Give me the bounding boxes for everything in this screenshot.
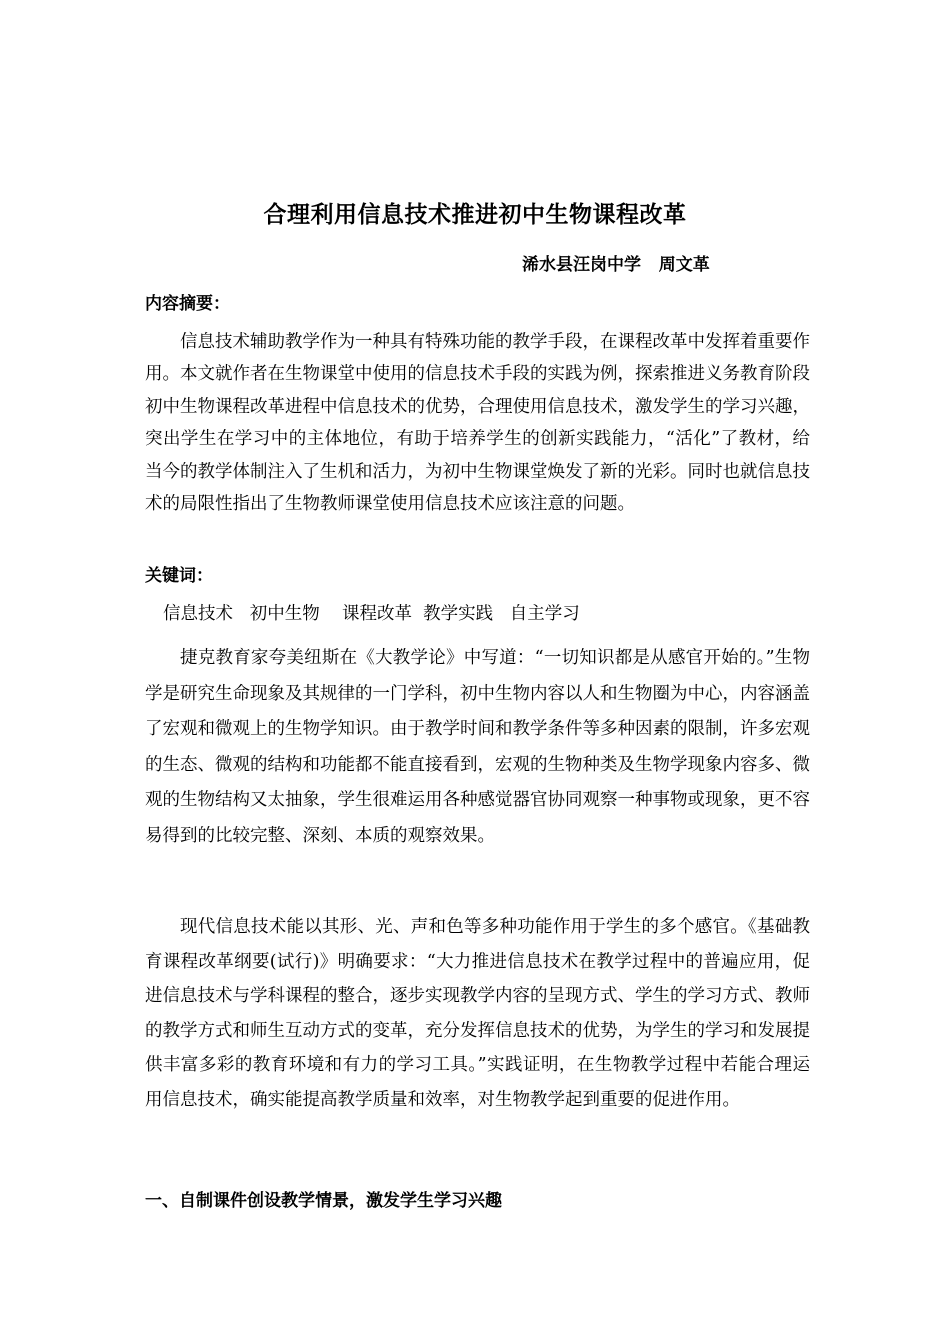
- abstract-paragraph: 信息技术辅助教学作为一种具有特殊功能的教学手段，在课程改革中发挥着重要作用。本文就作者在生物课堂中使用的信息技术手段的实践为例，探索推进义务教育阶段初中生物课程改革进程中信息技术的优势，合理使用信息技术，激发学生的学习兴趣，突出学生在学习中的主体地位，有助于培养学生的创新实践能力，“活化”了教材，给当今的教学体制注入了生机和活力，为初中生物课堂焕发了新的光彩。同时也就信息技术的局限性指出了生物教师课堂使用信息技术应该注意的问题。: [145, 332, 810, 515]
- section-heading-1: 一、自制课件创设教学情景，激发学生学习兴趣: [145, 1191, 502, 1211]
- abstract-label: 内容摘要：: [145, 294, 230, 314]
- keywords-list: 信息技术 初中生物 课程改革 教学实践 自主学习: [163, 604, 580, 624]
- body-paragraph-1: 捷克教育家夸美纽斯在《大教学论》中写道：“一切知识都是从感官开始的。”生物学是研究生命现象及其规律的一门学科，初中生物内容以人和生物圈为中心，内容涵盖了宏观和微观上的生物学知识。由于教学时间和教学条件等多种因素的限制，许多宏观的生态、微观的结构和功能都不能直接看到，宏观的生物种类及生物学现象内容多、微观的生物结构又太抽象，学生很难运用各种感觉器官协同观察一种事物或现象，更不容易得到的比较完整、深刻、本质的观察效果。: [145, 648, 810, 846]
- body-paragraph-2: 现代信息技术能以其形、光、声和色等多种功能作用于学生的多个感官。《基础教育课程改革纲要(试行)》明确要求：“大力推进信息技术在教学过程中的普遍应用，促进信息技术与学科课程的整合，逐步实现教学内容的呈现方式、学生的学习方式、教师的教学方式和师生互动方式的变革，充分发挥信息技术的优势，为学生的学习和发展提供丰富多彩的教育环境和有力的学习工具。”实践证明，在生物教学过程中若能合理运用信息技术，确实能提高教学质量和效率，对生物教学起到重要的促进作用。: [145, 917, 810, 1110]
- document-title: 合理利用信息技术推进初中生物课程改革: [263, 202, 687, 228]
- author-line: 浠水县汪岗中学 周文革: [522, 255, 710, 275]
- keywords-label: 关键词：: [145, 566, 213, 586]
